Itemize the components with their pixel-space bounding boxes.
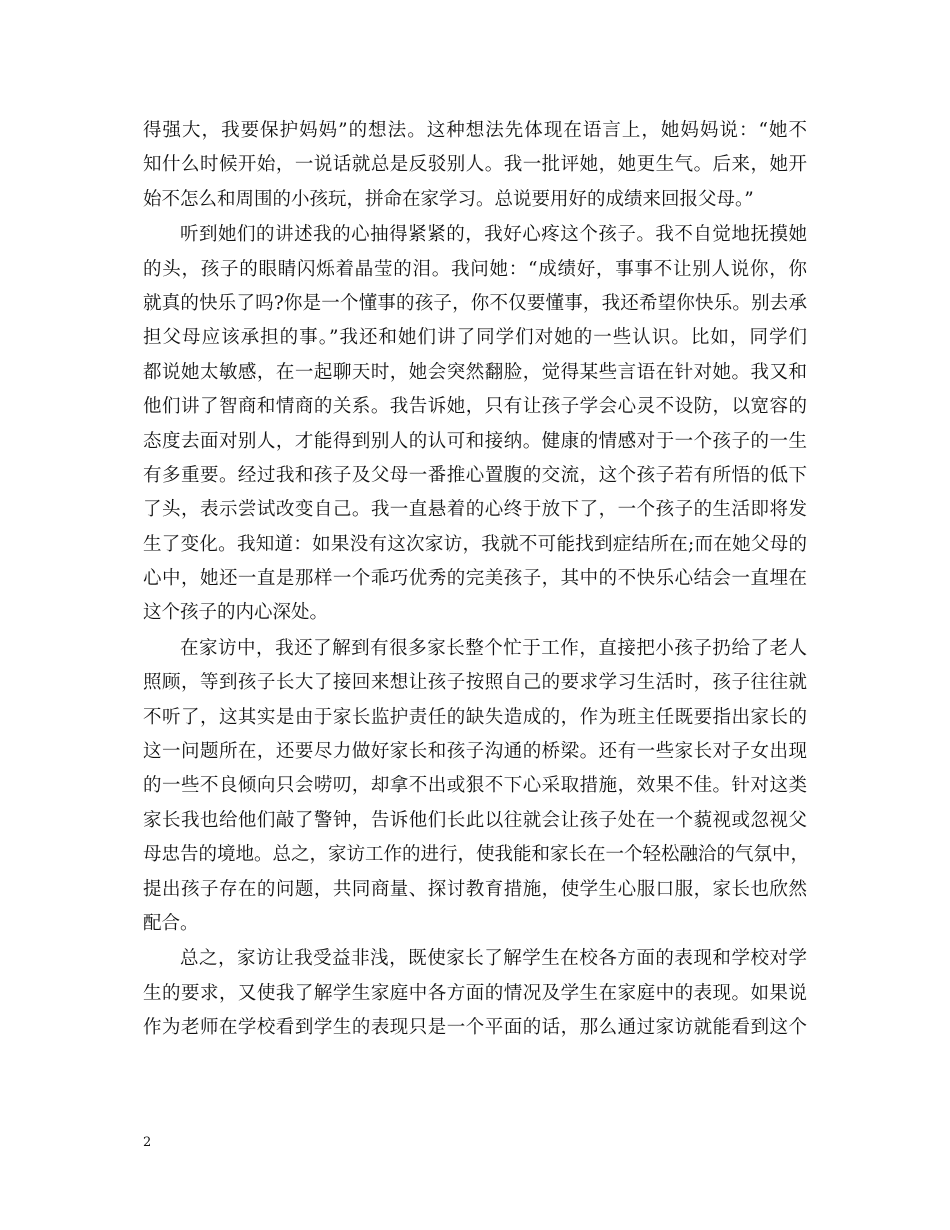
- text-line: 了头，表示尝试改变自己。我一直悬着的心终于放下了，一个孩子的生活即将发: [143, 499, 807, 521]
- text-line: 就真的快乐了吗?你是一个懂事的孩子，你不仅要懂事，我还希望你快乐。别去承: [143, 292, 807, 314]
- text-line: 作为老师在学校看到学生的表现只是一个平面的话，那么通过家访就能看到这个: [143, 1017, 807, 1039]
- text-line: 的头，孩子的眼睛闪烁着晶莹的泪。我问她：“成绩好，事事不让别人说你，你: [143, 258, 807, 280]
- text-line: 不听了，这其实是由于家长监护责任的缺失造成的，作为班主任既要指出家长的: [143, 706, 807, 728]
- text-line: 生的要求，又使我了解学生家庭中各方面的情况及学生在家庭中的表现。如果说: [143, 982, 807, 1004]
- paragraph-first-line: 在家访中，我还了解到有很多家长整个忙于工作，直接把小孩子扔给了老人: [180, 637, 807, 659]
- text-line: 得强大，我要保护妈妈”的想法。这种想法先体现在语言上，她妈妈说：“她不: [143, 120, 807, 141]
- text-line: 知什么时候开始，一说话就总是反驳别人。我一批评她，她更生气。后来，她开: [143, 154, 807, 176]
- text-line: 家长我也给他们敲了警钟，告诉他们长此以往就会让孩子处在一个藐视或忽视父: [143, 809, 807, 831]
- paragraph-first-line: 听到她们的讲述我的心抽得紧紧的，我好心疼这个孩子。我不自觉地抚摸她: [180, 224, 807, 246]
- text-line: 他们讲了智商和情商的关系。我告诉她，只有让孩子学会心灵不设防，以宽容的: [143, 396, 807, 418]
- page-number: 2: [143, 1135, 152, 1150]
- text-line: 母忠告的境地。总之，家访工作的进行，使我能和家长在一个轻松融洽的气氛中，: [143, 844, 810, 866]
- text-line: 心中，她还一直是那样一个乖巧优秀的完美孩子，其中的不快乐心结会一直埋在: [143, 568, 807, 590]
- text-line: 态度去面对别人，才能得到别人的认可和接纳。健康的情感对于一个孩子的一生: [143, 430, 807, 452]
- text-line: 始不怎么和周围的小孩玩，拼命在家学习。总说要用好的成绩来回报父母。”: [143, 188, 754, 210]
- body-text: [143, 114, 810, 1046]
- text-line: 这个孩子的内心深处。: [143, 602, 329, 624]
- text-line: 担父母应该承担的事。”我还和她们讲了同学们对她的一些认识。比如，同学们: [143, 327, 807, 349]
- paragraph-first-line: 总之，家访让我受益非浅，既使家长了解学生在校各方面的表现和学校对学: [180, 948, 807, 970]
- text-line: 这一问题所在，还要尽力做好家长和孩子沟通的桥梁。还有一些家长对子女出现: [143, 741, 807, 763]
- text-line: 照顾，等到孩子长大了接回来想让孩子按照自己的要求学习生活时，孩子往往就: [143, 672, 807, 694]
- text-line: 提出孩子存在的问题，共同商量、探讨教育措施，使学生心服口服，家长也欣然: [143, 878, 807, 900]
- text-line: 都说她太敏感，在一起聊天时，她会突然翻脸，觉得某些言语在针对她。我又和: [143, 361, 807, 383]
- text-line: 的一些不良倾向只会唠叨，却拿不出或狠不下心采取措施，效果不佳。针对这类: [143, 775, 807, 797]
- text-line: 生了变化。我知道：如果没有这次家访，我就不可能找到症结所在;而在她父母的: [143, 533, 807, 555]
- text-line: 配合。: [143, 912, 199, 934]
- text-line: 有多重要。经过我和孩子及父母一番推心置腹的交流，这个孩子若有所悟的低下: [143, 464, 807, 486]
